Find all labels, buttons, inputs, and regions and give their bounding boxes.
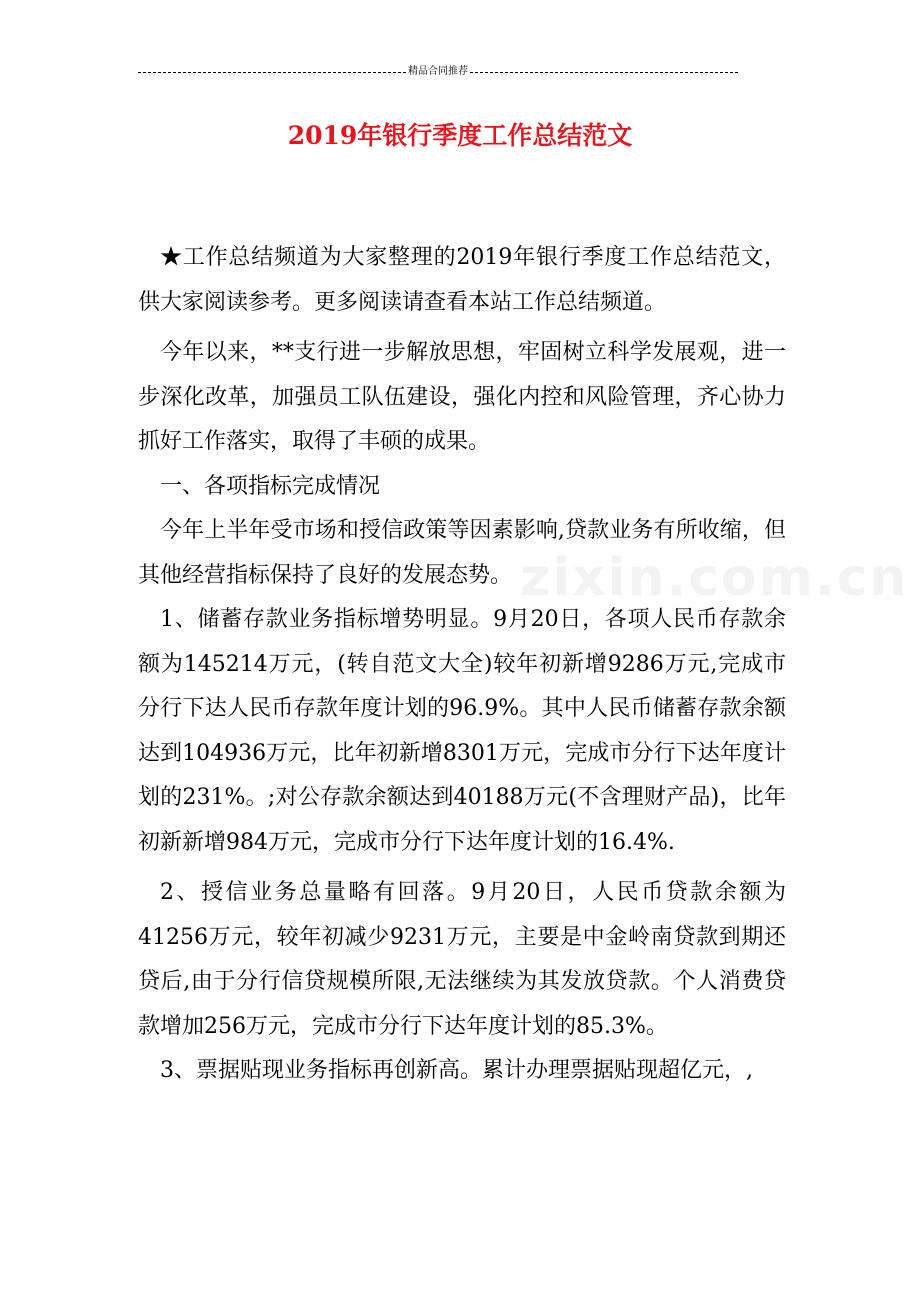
paragraph-item-3: 3、票据贴现业务指标再创新高。累计办理票据贴现超亿元，, xyxy=(160,1058,753,1083)
document-title: 2019年银行季度工作总结范文 xyxy=(287,121,633,150)
header-label: 精品合同推荐 xyxy=(408,66,468,77)
header-dash-right xyxy=(470,72,738,73)
paragraph-intro: ★工作总结频道为大家整理的2019年银行季度工作总结范文，供大家阅读参考。更多阅读请查看本站工作总结频道。 xyxy=(138,245,786,315)
paragraph-item-1: 1、储蓄存款业务指标增势明显。9月20日，各项人民币存款余额为145214万元，(转自范文大全)较年初新增9286万元,完成市分行下达人民币存款年度计划的96.9%。其中人民币储蓄存款余额达到104936万元，比年初新增8301万元，完成市分行下达年度计划的231%。;对公存款余额达到40188万元(不含理财产品)，比年初新新增984万元，完成市分行下达年度计划的16.4%. xyxy=(138,607,786,855)
header-divider xyxy=(138,66,738,78)
paragraph-overview: 今年以来，**支行进一步解放思想，牢固树立科学发展观，进一步深化改革，加强员工队伍建设，强化内控和风险管理，齐心协力抓好工作落实，取得了丰硕的成果。 xyxy=(138,340,786,454)
header-dash-left xyxy=(138,72,406,73)
watermark: zixin.com.cn xyxy=(520,548,909,608)
paragraph-item-2: 2、授信业务总量略有回落。9月20日，人民币贷款余额为41256万元，较年初减少9231万元，主要是中金岭南贷款到期还贷后,由于分行信贷规模所限,无法继续为其发放贷款。个人消费贷款增加256万元，完成市分行下达年度计划的85.3%。 xyxy=(138,880,786,1039)
document-body xyxy=(138,236,786,1094)
section-heading: 一、各项指标完成情况 xyxy=(160,473,381,499)
paragraph-summary: 今年上半年受市场和授信政策等因素影响,贷款业务有所收缩，但其他经营指标保持了良好的发展态势。 xyxy=(138,518,786,588)
